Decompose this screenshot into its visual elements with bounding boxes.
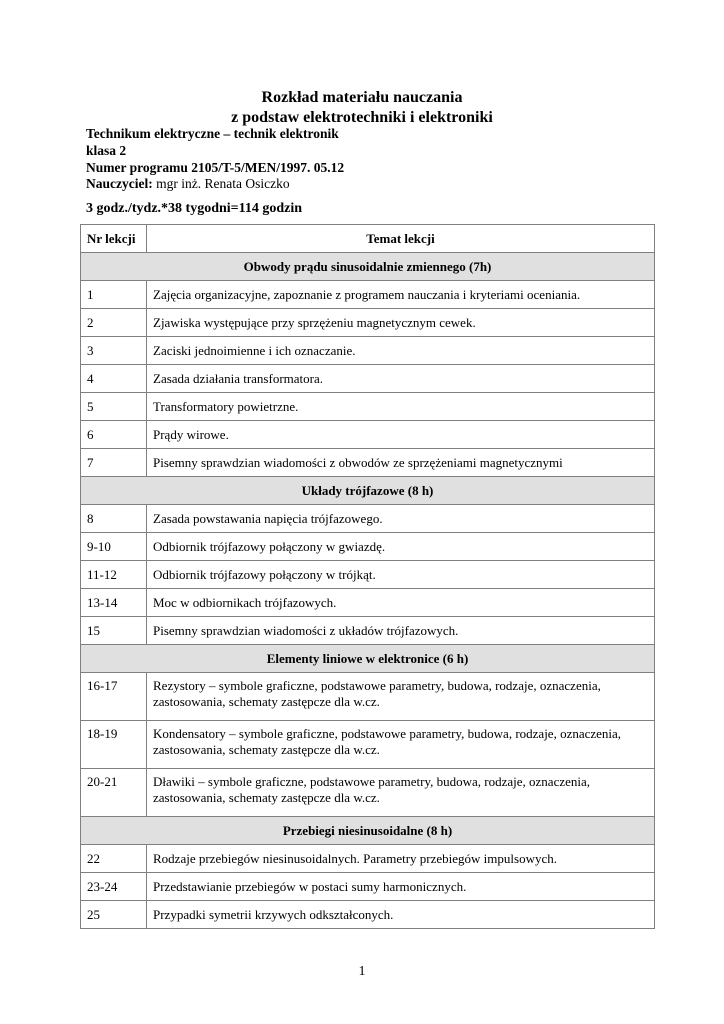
teacher-label: Nauczyciel: [86, 176, 153, 191]
lesson-number: 9-10 [81, 533, 147, 561]
lesson-topic: Zjawiska występujące przy sprzężeniu magnetycznym cewek. [147, 309, 655, 337]
section-header-row [81, 645, 655, 673]
table-row [81, 845, 655, 873]
table-row [81, 421, 655, 449]
class-label: klasa 2 [86, 143, 127, 158]
section-header-row [81, 817, 655, 845]
table-row [81, 449, 655, 477]
section-title: Obwody prądu sinusoidalnie zmiennego (7h) [81, 253, 655, 281]
lesson-topic: Pisemny sprawdzian wiadomości z układów trójfazowych. [147, 617, 655, 645]
teacher-line [86, 176, 290, 192]
table-row [81, 505, 655, 533]
lesson-topic: Odbiornik trójfazowy połączony w trójkąt. [147, 561, 655, 589]
lesson-topic: Rodzaje przebiegów niesinusoidalnych. Parametry przebiegów impulsowych. [147, 845, 655, 873]
lesson-number: 7 [81, 449, 147, 477]
lesson-number: 8 [81, 505, 147, 533]
lesson-topic: Dławiki – symbole graficzne, podstawowe parametry, budowa, rodzaje, oznaczenia, zastosowania, schematy zastępcze dla w.cz. [147, 769, 655, 817]
lesson-topic: Odbiornik trójfazowy połączony w gwiazdę. [147, 533, 655, 561]
lesson-number: 1 [81, 281, 147, 309]
section-title: Przebiegi niesinusoidalne (8 h) [81, 817, 655, 845]
lesson-number: 20-21 [81, 769, 147, 817]
section-header-row [81, 477, 655, 505]
lesson-topic: Prądy wirowe. [147, 421, 655, 449]
header-lesson-topic: Temat lekcji [147, 225, 655, 253]
table-row [81, 589, 655, 617]
lesson-topic: Moc w odbiornikach trójfazowych. [147, 589, 655, 617]
table-row [81, 721, 655, 769]
lesson-number: 23-24 [81, 873, 147, 901]
page-number: 1 [358, 964, 366, 979]
school-name: Technikum elektryczne – technik elektronik [86, 126, 339, 141]
lesson-topic: Rezystory – symbole graficzne, podstawowe parametry, budowa, rodzaje, oznaczenia, zastosowania, schematy zastępcze dla w.cz. [147, 673, 655, 721]
table-row [81, 393, 655, 421]
document-title: Rozkład materiału nauczania [261, 89, 463, 106]
lesson-number: 6 [81, 421, 147, 449]
table-row [81, 673, 655, 721]
lesson-number: 22 [81, 845, 147, 873]
table-row [81, 337, 655, 365]
lesson-topic: Zasada działania transformatora. [147, 365, 655, 393]
lesson-number: 18-19 [81, 721, 147, 769]
document-subtitle: z podstaw elektrotechniki i elektroniki [231, 109, 493, 126]
lesson-number: 11-12 [81, 561, 147, 589]
lesson-number: 15 [81, 617, 147, 645]
table-row [81, 561, 655, 589]
lesson-topic: Transformatory powietrzne. [147, 393, 655, 421]
lesson-topic: Kondensatory – symbole graficzne, podstawowe parametry, budowa, rodzaje, oznaczenia, zastosowania, schematy zastępcze dla w.cz. [147, 721, 655, 769]
hours-summary: 3 godz./tydz.*38 tygodni=114 godzin [86, 201, 303, 216]
table-row [81, 309, 655, 337]
table-row [81, 901, 655, 929]
header-lesson-number: Nr lekcji [81, 225, 147, 253]
teacher-name: mgr inż. Renata Osiczko [152, 176, 290, 191]
lesson-number: 2 [81, 309, 147, 337]
table-row [81, 769, 655, 817]
lesson-topic: Przypadki symetrii krzywych odkształconych. [147, 901, 655, 929]
lesson-topic: Zasada powstawania napięcia trójfazowego. [147, 505, 655, 533]
lesson-number: 4 [81, 365, 147, 393]
lesson-topic: Przedstawianie przebiegów w postaci sumy harmonicznych. [147, 873, 655, 901]
lesson-topic: Zajęcia organizacyjne, zapoznanie z programem nauczania i kryteriami oceniania. [147, 281, 655, 309]
table-row [81, 617, 655, 645]
table-row [81, 281, 655, 309]
lesson-number: 5 [81, 393, 147, 421]
section-title: Elementy liniowe w elektronice (6 h) [81, 645, 655, 673]
lesson-number: 16-17 [81, 673, 147, 721]
lesson-topic: Zaciski jednoimienne i ich oznaczanie. [147, 337, 655, 365]
lesson-number: 13-14 [81, 589, 147, 617]
table-header-row [81, 225, 655, 253]
lesson-number: 25 [81, 901, 147, 929]
table-row [81, 365, 655, 393]
table-row [81, 533, 655, 561]
table-row [81, 873, 655, 901]
section-title: Układy trójfazowe (8 h) [81, 477, 655, 505]
lesson-topic: Pisemny sprawdzian wiadomości z obwodów ze sprzężeniami magnetycznymi [147, 449, 655, 477]
section-header-row [81, 253, 655, 281]
program-number: Numer programu 2105/T-5/MEN/1997. 05.12 [86, 160, 345, 175]
lesson-number: 3 [81, 337, 147, 365]
lesson-plan-table [80, 224, 655, 929]
table-body [81, 253, 655, 929]
